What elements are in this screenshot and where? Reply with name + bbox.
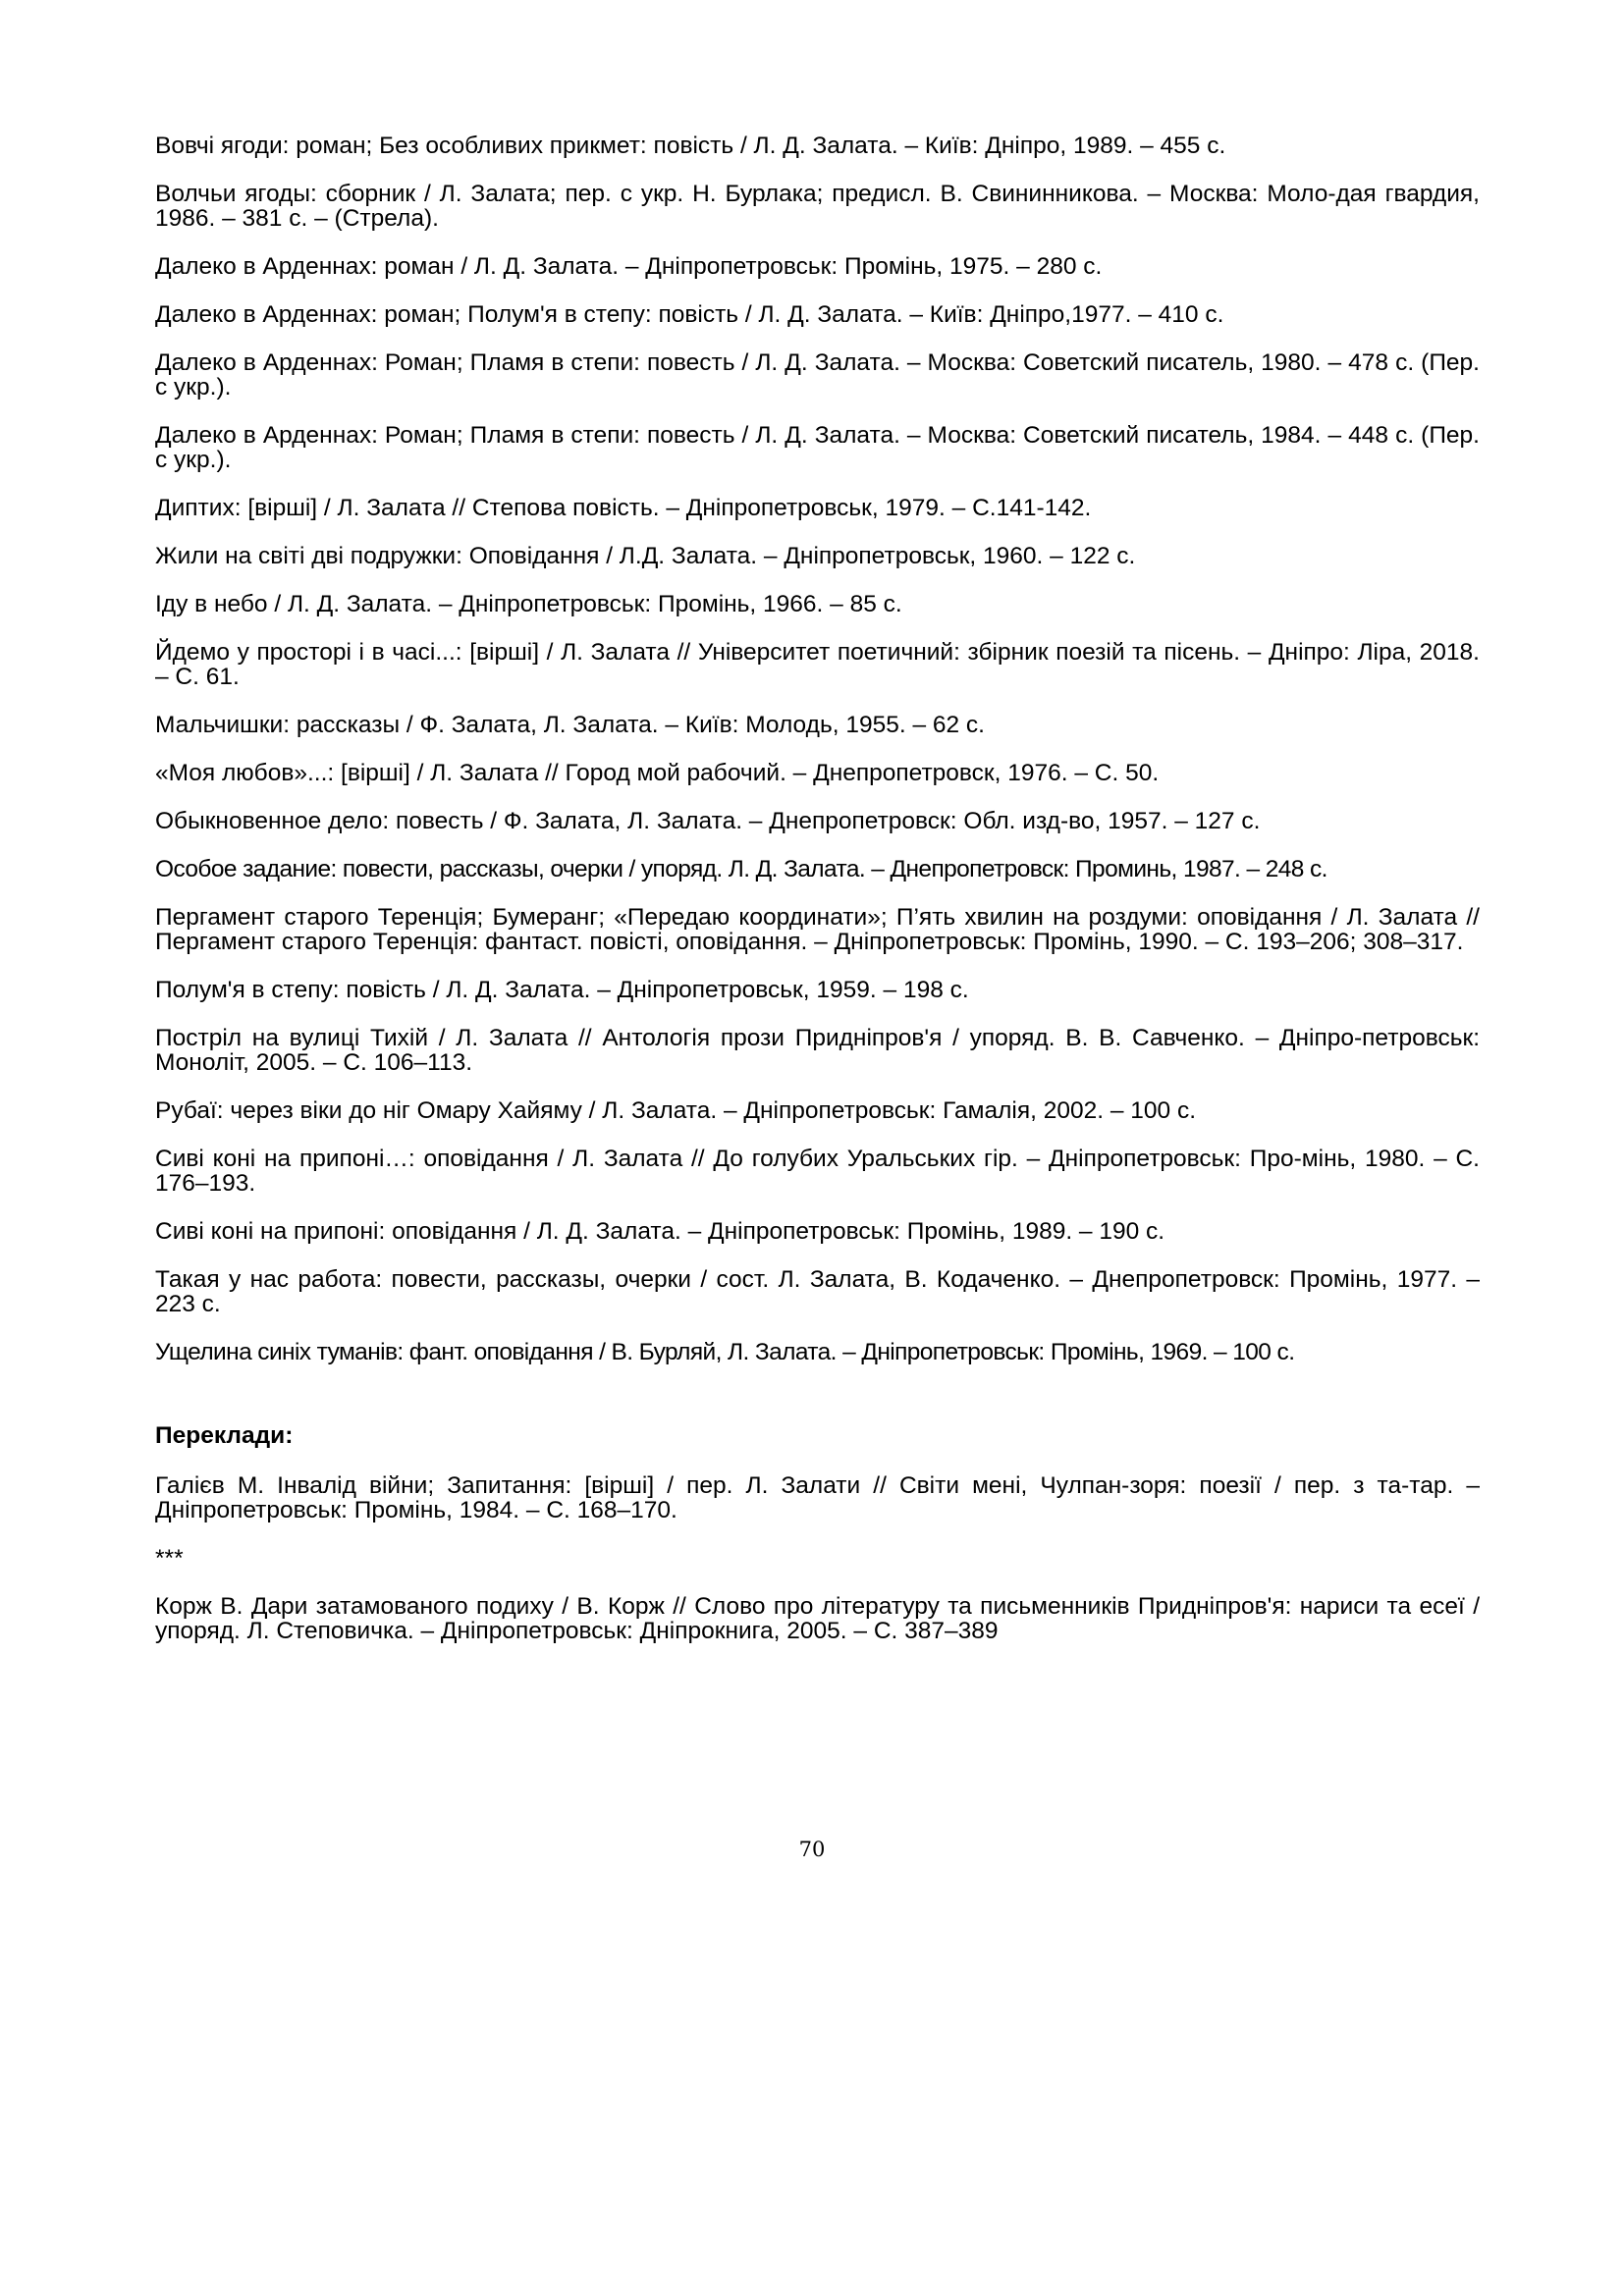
bibliography-entry: Такая у нас работа: повести, рассказы, очерки / сост. Л. Залата, В. Кодаченко. – Днепропетровск: Промінь, 1977. – 223 с. — [155, 1266, 1480, 1317]
bibliography-entry: Особое задание: повести, рассказы, очерки / упоряд. Л. Д. Залата. – Днепропетровск: Проминь, 1987. – 248 с. — [155, 856, 1327, 882]
bibliography-entry: Постріл на вулиці Тихій / Л. Залата // Антологія прози Придніпров'я / упоряд. В. В. Савченко. – Дніпро-петровськ: Моноліт, 2005. – С. 106–113. — [155, 1025, 1480, 1076]
bibliography-entry: Ущелина синіх туманів: фант. оповідання / В. Бурляй, Л. Залата. – Дніпропетровськ: Промінь, 1969. – 100 с. — [155, 1339, 1295, 1365]
bibliography-entry: «Моя любов»...: [вірші] / Л. Залата // Город мой рабочий. – Днепропетровск, 1976. – С. 50. — [155, 760, 1160, 786]
bibliography-entry: Йдемо у просторі і в часі...: [вірші] / Л. Залата // Університет поетичний: збірник поезій та пісень. – Дніпро: Ліра, 2018. – С. 61. — [155, 639, 1480, 690]
bibliography-entry: Далеко в Арденнах: Роман; Пламя в степи: повесть / Л. Д. Залата. – Москва: Советский писатель, 1980. – 478 с. (Пер. с укр.). — [155, 349, 1480, 400]
page-number: 70 — [798, 1838, 826, 1861]
section-spacer — [155, 1388, 1480, 1423]
translation-entry: Галієв М. Інвалід війни; Запитання: [вірші] / пер. Л. Залати // Світи мені, Чулпан-зоря: поезії / пер. з та-тар. – Дніпропетровськ: Промінь, 1984. – С. 168–170. — [155, 1472, 1480, 1523]
bibliography-entry: Далеко в Арденнах: Роман; Пламя в степи: повесть / Л. Д. Залата. – Москва: Советский писатель, 1984. – 448 с. (Пер. с укр.). — [155, 422, 1480, 473]
document-page — [155, 133, 1480, 1667]
separator: *** — [155, 1545, 184, 1572]
section-heading-translations: Переклади: — [155, 1422, 294, 1449]
bibliography-entry: Далеко в Арденнах: роман; Полум'я в степу: повість / Л. Д. Залата. – Київ: Дніпро,1977. – 410 с. — [155, 301, 1224, 328]
bibliography-entry: Далеко в Арденнах: роман / Л. Д. Залата. – Дніпропетровськ: Промінь, 1975. – 280 с. — [155, 253, 1103, 280]
bibliography-entry: Жили на світі дві подружки: Оповідання / Л.Д. Залата. – Дніпропетровськ, 1960. – 122 с. — [155, 543, 1136, 569]
bibliography-entry: Вовчі ягоди: роман; Без особливих прикмет: повість / Л. Д. Залата. – Київ: Дніпро, 1989. – 455 с. — [155, 133, 1226, 159]
bibliography-entry: Полум'я в степу: повість / Л. Д. Залата. – Дніпропетровськ, 1959. – 198 с. — [155, 977, 969, 1003]
bibliography-entry: Диптих: [вірші] / Л. Залата // Степова повість. – Дніпропетровськ, 1979. – С.141-142. — [155, 495, 1092, 521]
reference-entry: Корж В. Дари затамованого подиху / В. Корж // Слово про літературу та письменників Придніпров'я: нариси та есеї / упоряд. Л. Степовичка. – Дніпропетровськ: Дніпрокнига, 2005. – С. 387–389 — [155, 1593, 1480, 1644]
bibliography-entry: Волчьи ягоды: сборник / Л. Залата; пер. с укр. Н. Бурлака; предисл. В. Свининникова. – Москва: Моло-дая гвардия, 1986. – 381 с. – (Стрела). — [155, 181, 1480, 232]
bibliography-entry: Обыкновенное дело: повесть / Ф. Залата, Л. Залата. – Днепропетровск: Обл. изд-во, 1957. – 127 с. — [155, 808, 1261, 834]
bibliography-entry: Рубаї: через віки до ніг Омару Хайяму / Л. Залата. – Дніпропетровськ: Гамалія, 2002. – 100 с. — [155, 1097, 1197, 1124]
bibliography-entry: Іду в небо / Л. Д. Залата. – Дніпропетровськ: Промінь, 1966. – 85 с. — [155, 591, 902, 617]
bibliography-entry: Сиві коні на припоні: оповідання / Л. Д. Залата. – Дніпропетровськ: Промінь, 1989. – 190 с. — [155, 1218, 1165, 1245]
bibliography-entry: Пергамент старого Теренція; Бумеранг; «Передаю координати»; П’ять хвилин на роздуми: оповідання / Л. Залата // Пергамент старого Теренція: фантаст. повісті, оповідання. – Дніпропетровськ: Промінь, 1990. – С. 193–206; 308–317. — [155, 904, 1480, 955]
bibliography-entry: Мальчишки: рассказы / Ф. Залата, Л. Залата. – Київ: Молодь, 1955. – 62 с. — [155, 712, 985, 738]
bibliography-entry: Сиві коні на припоні…: оповідання / Л. Залата // До голубих Уральських гір. – Дніпропетровськ: Про-мінь, 1980. – С. 176–193. — [155, 1146, 1480, 1197]
